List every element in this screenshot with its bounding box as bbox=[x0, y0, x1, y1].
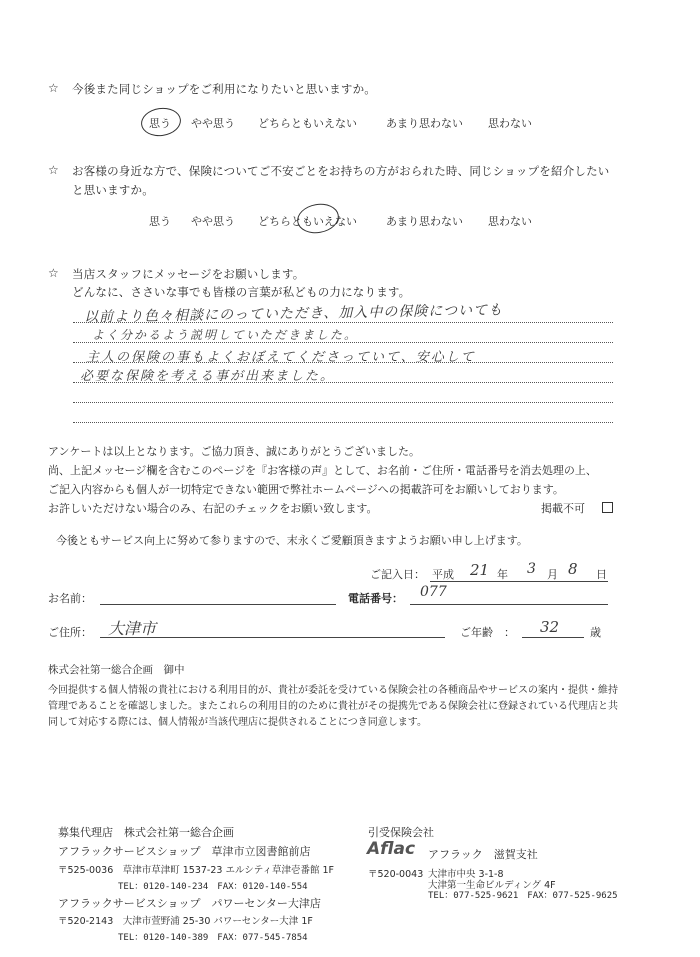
question-2-text-line1: お客様の身近な方で、保険についてご不安ごとをお持ちの方がおられた時、同じショップを紹介したい bbox=[72, 164, 610, 178]
q1-option-1[interactable]: 思う bbox=[149, 117, 171, 130]
q2-option-4[interactable]: あまり思わない bbox=[386, 215, 463, 228]
message-line-rule bbox=[73, 402, 613, 403]
date-month-unit: 月 bbox=[547, 568, 558, 581]
q1-option-2[interactable]: やや思う bbox=[191, 117, 235, 130]
question-1-text: 今後また同じショップをご利用になりたいと思いますか。 bbox=[72, 82, 376, 96]
closing-line1: アンケートは以上となります。ご協力頂き、誠にありがとうございました。 bbox=[48, 445, 421, 458]
date-day-value[interactable]: 8 bbox=[568, 560, 578, 578]
q1-option-5[interactable]: 思わない bbox=[488, 117, 532, 130]
star-icon: ☆ bbox=[48, 81, 59, 95]
decline-checkbox[interactable] bbox=[602, 502, 613, 513]
question-2-text-line2: と思いますか。 bbox=[72, 183, 154, 197]
q2-option-2[interactable]: やや思う bbox=[191, 215, 235, 228]
q2-selected-circle bbox=[295, 201, 341, 237]
closing-line4: お許しいただけない場合のみ、右記のチェックをお願い致します。 bbox=[48, 502, 378, 515]
message-handwritten-line3[interactable]: 主人の保険の事もよくおぼえてくださっていて、安心して bbox=[86, 350, 476, 365]
phone-value[interactable]: 077 bbox=[420, 584, 447, 600]
agency-shop1-tel: TEL：0120-140-234 FAX：0120-140-554 bbox=[118, 882, 308, 892]
privacy-line3: 同して対応する際には、個人情報が当該代理店に提供されることにつき同意します。 bbox=[48, 717, 427, 728]
privacy-addressee: 株式会社第一総合企画 御中 bbox=[48, 664, 185, 676]
insurer-address2: 大津第一生命ビルディング 4F bbox=[428, 880, 556, 891]
closing-line2: 尚、上記メッセージ欄を含むこのページを『お客様の声』として、お名前・ご住所・電話番号を消去処理の上、 bbox=[48, 464, 597, 477]
agency-heading: 募集代理店 株式会社第一総合企画 bbox=[58, 826, 234, 839]
insurer-address1: 大津市中央 3-1-8 bbox=[428, 869, 504, 880]
thanks-text: 今後ともサービス向上に努めて参りますので、末永くご愛顧頂きますようお願い申し上げます。 bbox=[56, 534, 528, 547]
date-year-unit: 年 bbox=[497, 568, 508, 581]
message-line-rule bbox=[73, 422, 613, 423]
q1-option-4[interactable]: あまり思わない bbox=[386, 117, 463, 130]
name-field[interactable] bbox=[100, 604, 336, 605]
q2-option-5[interactable]: 思わない bbox=[488, 215, 532, 228]
q2-option-1[interactable]: 思う bbox=[149, 215, 171, 228]
insurer-heading: 引受保険会社 bbox=[368, 826, 434, 839]
date-day-unit: 日 bbox=[596, 568, 607, 581]
insurer-tel: TEL：077-525-9621 FAX：077-525-9625 bbox=[428, 891, 618, 901]
address-label: ご住所： bbox=[48, 626, 92, 639]
agency-shop2-address: 〒520-2143 大津市萱野浦 25-30 パワーセンター大津 1F bbox=[58, 916, 313, 927]
q2-option-3[interactable]: どちらともいえない bbox=[258, 215, 357, 228]
age-field[interactable] bbox=[522, 637, 584, 638]
privacy-line1: 今回提供する個人情報の貴社における利用目的が、貴社が委託を受けている保険会社の各種商品やサービスの案内・提供・維持 bbox=[48, 685, 618, 696]
phone-field[interactable] bbox=[410, 604, 608, 605]
date-underline bbox=[430, 581, 608, 582]
message-handwritten-line1[interactable]: 以前より色々相談にのっていただき、加入中の保険についても bbox=[83, 302, 504, 326]
address-field[interactable] bbox=[100, 637, 445, 638]
name-label: お名前： bbox=[48, 592, 92, 605]
q1-selected-circle bbox=[139, 105, 183, 138]
age-label: ご年齢 ： bbox=[460, 626, 515, 639]
date-era: 平成 bbox=[432, 568, 454, 581]
aflac-logo: Aflac bbox=[367, 839, 416, 859]
star-icon: ☆ bbox=[48, 266, 59, 280]
agency-shop1-name: アフラックサービスショップ 草津市立図書館前店 bbox=[58, 845, 311, 858]
message-handwritten-line2[interactable]: よく分かるよう説明していただきました。 bbox=[92, 328, 359, 342]
agency-shop2-tel: TEL：0120-140-389 FAX：077-545-7854 bbox=[118, 933, 308, 943]
agency-shop1-address: 〒525-0036 草津市草津町 1537-23 エルシティ草津壱番館 1F bbox=[58, 865, 335, 876]
privacy-line2: 管理であることを確認しました。またこれらの利用目的のために貴社がその提携先である保険会社に登録されている代理店と共 bbox=[48, 701, 618, 712]
message-handwritten-line4[interactable]: 必要な保険を考える事が出来ました。 bbox=[80, 369, 336, 384]
message-prompt-line2: どんなに、ささいな事でも皆様の言葉が私どもの力になります。 bbox=[72, 285, 411, 299]
decline-label: 掲載不可 bbox=[541, 502, 585, 515]
address-value[interactable]: 大津市 bbox=[108, 619, 157, 638]
age-unit: 歳 bbox=[590, 626, 601, 639]
date-month-value[interactable]: 3 bbox=[527, 561, 536, 577]
date-year-value[interactable]: 21 bbox=[470, 561, 490, 579]
date-label: ご記入日： bbox=[370, 568, 425, 581]
age-value[interactable]: 32 bbox=[540, 618, 560, 636]
insurer-zip: 〒520-0043 bbox=[368, 869, 424, 880]
star-icon: ☆ bbox=[48, 163, 59, 177]
agency-shop2-name: アフラックサービスショップ パワーセンター大津店 bbox=[58, 897, 321, 910]
phone-label: 電話番号： bbox=[348, 592, 403, 605]
message-prompt-line1: 当店スタッフにメッセージをお願いします。 bbox=[72, 267, 305, 281]
insurer-name: アフラック 滋賀支社 bbox=[428, 848, 538, 861]
closing-line3: ご記入内容からも個人が一切特定できない範囲で弊社ホームページへの掲載許可をお願いしております。 bbox=[48, 483, 564, 496]
q1-option-3[interactable]: どちらともいえない bbox=[258, 117, 357, 130]
